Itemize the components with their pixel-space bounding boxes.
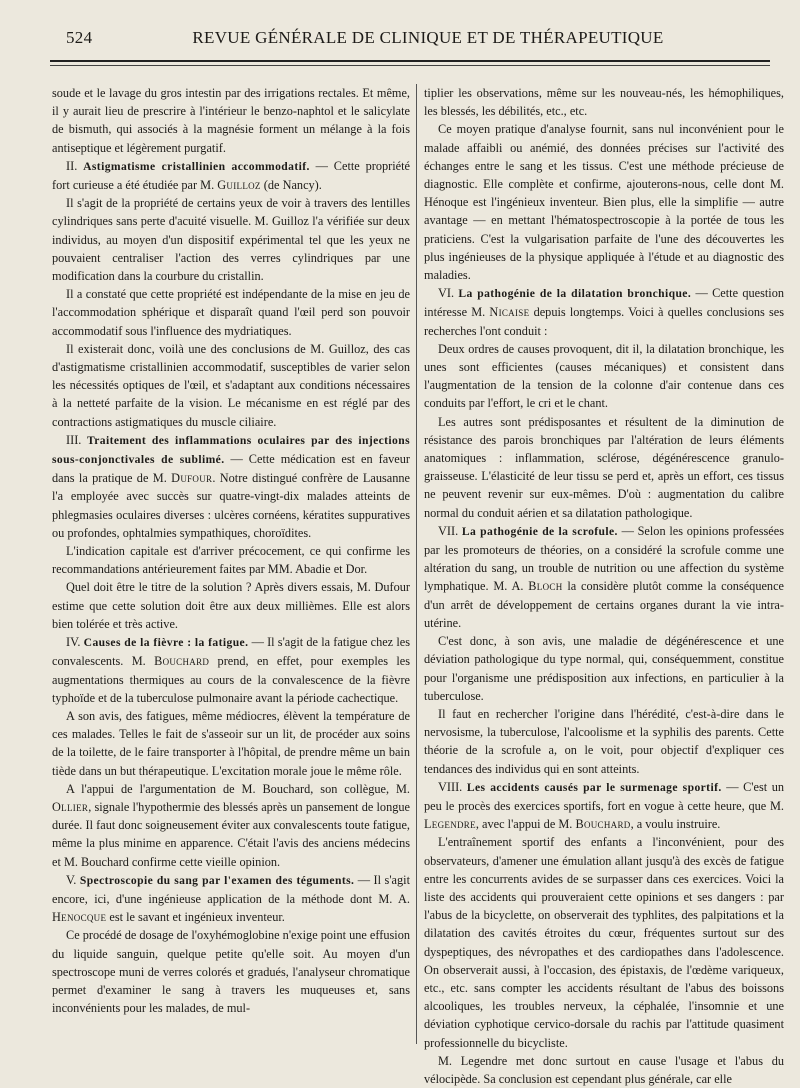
section-number: VI. — [438, 286, 455, 301]
section-text: — Cette propriété fort curieuse a été étudiée par M. — [52, 158, 410, 193]
paragraph-text: , signale l'hypothermie des blessés après un pansement de longue durée. Il faut donc soigneusement éviter aux convalescents toute fatigue, même la plus minime en apparence. C'était l'avis des anciens médecins et M. Bouchard confirme cette vieille opinion. — [52, 799, 410, 869]
section-number: III. — [66, 432, 82, 447]
paragraph: Deux ordres de causes provoquent, dit il, la dilatation bronchique, les unes sont efficientes (causes mécaniques) et consistent dans l'augmentation de la tension de la colonne d'air contenue dans ces conduits par l'effort, le cri et le chant. — [424, 341, 784, 411]
section-text: — Cette question intéresse M. — [424, 286, 784, 320]
section-heading: Traitement des inflammations oculaires par des injections sous-conjonctivales de sublimé. — [52, 433, 411, 467]
section-text: , avec l'appui de M. — [475, 817, 576, 832]
section-number: II. — [66, 158, 78, 173]
section-text: — Cette médication est en faveur dans la pratique de M. — [52, 452, 411, 486]
paragraph: tiplier les observations, même sur les nouveau-nés, les hémophiliques, les blessés, les débilités, etc., etc. — [424, 86, 784, 119]
author-name: Bouchard — [154, 654, 210, 669]
page-number: 524 — [66, 28, 93, 47]
author-name: Bouchard — [575, 817, 631, 832]
section-4 — [52, 633, 410, 707]
section-6 — [424, 284, 784, 340]
section-text: depuis longtemps. Voici à quelles conclusions ses recherches l'ont conduit : — [424, 305, 784, 338]
paragraph: Il s'agit de la propriété de certains yeux de voir à travers des lentilles cylindriques sans perte d'acuité visuelle. M. Guilloz l'a vérifiée sur deux individus, au moyen d'un dispositif expérimental tel que les yeux ne pouvaient centraliser l'action des verres cylindriques par une modification dans la courbure du cristallin. — [52, 196, 410, 284]
section-number: VIII. — [438, 779, 463, 794]
section-3 — [52, 431, 410, 542]
author-name: Nicaise — [489, 305, 530, 320]
section-text: — Il s'agit encore, ici, d'une ingénieuse application de la méthode dont M. A. — [52, 872, 410, 906]
author-name: Guilloz — [217, 178, 261, 193]
author-name: Bloch — [528, 579, 563, 594]
header-rule-thin — [50, 65, 770, 66]
section-7 — [424, 522, 784, 632]
paragraph: Il faut en rechercher l'origine dans l'hérédité, c'est-à-dire dans le nervosisme, la tuberculose, l'alcoolisme et la syphilis des parents. Cette théorie de la scrofule a, on le voit, pour objectif d'expliquer ces tendances des individus qui en sont atteints. — [424, 706, 784, 776]
author-name: Dufour — [171, 471, 213, 486]
section-heading: Astigmatisme cristallinien accommodatif. — [83, 159, 310, 173]
paragraph: soude et le lavage du gros intestin par des irrigations rectales. Et même, il y aurait lieu de prescrire à l'intérieur le benzo-naphtol et le salicylate de bismuth, qui associés à la magnésie forment un mélange à la fois antiseptique et légèrement purgatif. — [52, 86, 410, 155]
section-heading: Causes de la fièvre : la fatigue. — [83, 636, 249, 650]
section-number: VII. — [438, 523, 459, 538]
paragraph: Les autres sont prédisposantes et résultent de la diminution de résistance des parois bronchiques par l'altération de leurs éléments anatomiques : inflammation, sclérose, dégénérescence granulo-graisseuse. L'élasticité de leur tissu se perd et, après un effort, ces tissus ne peuvent revenir sur eux-mêmes. D'où : augmentation du calibre normal du conduit aérien et sa dilatation pathologique. — [424, 414, 784, 520]
section-heading: La pathogénie de la dilatation bronchique. — [458, 287, 692, 301]
paragraph: L'indication capitale est d'arriver précocement, ce qui confirme les recommandations antérieurement faites par MM. Abadie et Dor. — [52, 544, 410, 577]
right-column — [424, 84, 784, 1088]
section-heading: Spectroscopie du sang par l'examen des téguments. — [79, 873, 355, 887]
header-rule-thick — [50, 60, 770, 62]
section-text: , a voulu instruire. — [630, 817, 721, 832]
paragraph: C'est donc, à son avis, une maladie de dégénérescence et une déviation pathologique du type normal, qui, conséquemment, constitue pour l'organisme une prédisposition aux infections, en particulier à la tuberculose. — [424, 634, 784, 703]
section-text: la considère plutôt comme la conséquence d'un arrêt de développement de certains organes durant la vie intra-utérine. — [424, 579, 784, 630]
section-text: . Notre distingué confrère de Lausanne l'a employée avec succès sur quatre-vingt-dix malades atteints de phlegmasies oculaires diverses : ulcères cornéens, kératites suppuratives ou profondes, ophtalmies sympathiques, choroïdites. — [52, 471, 410, 540]
section-text: — Il s'agit de la fatigue chez les convalescents. M. — [52, 635, 410, 669]
paragraph: A son avis, des fatigues, même médiocres, élèvent la température de ces malades. Telles le fait de s'asseoir sur un lit, de procéder aux soins de la toilette, de le faire transporter à l'hôpital, de prendre même un bain tiède dans un but thérapeutique. L'excitation morale joue le même rôle. — [52, 708, 410, 778]
paragraph: Quel doit être le titre de la solution ? Après divers essais, M. Dufour estime que cette solution doit être aux deux millièmes. Elle est alors bien tolérée et très active. — [52, 580, 410, 631]
section-text: — C'est un peu le procès des exercices sportifs, fort en vogue à cette heure, que M. — [424, 779, 785, 813]
paragraph: L'entraînement sportif des enfants a l'inconvénient, pour des observateurs, d'amener une émulation allant jusqu'à des excès de fatigue entre les concurrents avides de se surpasser dans ces exercices. Voici la liste des accidents qui prouveraient cette opinions et ses dangers : par l'abus de la bicyclette, on observerait des typhlites, des palpitations et la dilatation des cavités étroites du cœur, fréquentes surtout sur des dyspeptiques, des névropathes et des cardiopathes dans l'adolescence. On observerait aussi, à l'occasion, des épistaxis, de l'œdème variqueux, etc., etc. sans compter les accidents résultant de l'abus des boissons alcooliques, les troubles nerveux, la céphalée, l'insomnie et une déviation cyphotique cervico-dorsale du rachis par l'attitude quasiment professionnelle du bicycliste. — [424, 835, 784, 1050]
column-divider — [416, 84, 417, 1044]
author-name: Ollier — [52, 799, 89, 814]
paragraph: M. Legendre met donc surtout en cause l'usage et l'abus du vélocipède. Sa conclusion est cependant plus générale, car elle — [424, 1053, 784, 1086]
section-text: (de Nancy). — [260, 178, 322, 193]
author-name: Legendre — [424, 817, 476, 832]
paragraph-text: A l'appui de l'argumentation de M. Bouchard, son collègue, M. — [66, 781, 410, 796]
section-number: IV. — [66, 635, 81, 650]
paragraph: Ce procédé de dosage de l'oxyhémoglobine n'exige point une effusion du liquide sanguin, quelque petite qu'elle soit. Au moyen d'un spectroscope muni de verres colorés et gradués, l'analyseur chromatique permet d'examiner le sang à travers les muqueuses et, sans inconvénients pour les malades, de mul- — [52, 928, 410, 1016]
section-2 — [52, 157, 410, 194]
section-text: — Selon les opinions professées par les promoteurs de théories, on a considéré la scrofule comme une altération du sang, un trouble de nutrition ou une affection du système lymphatique. M. A. — [424, 523, 784, 594]
section-number: V. — [66, 872, 77, 887]
journal-title: REVUE GÉNÉRALE DE CLINIQUE ET DE THÉRAPEUTIQUE — [192, 28, 664, 47]
section-heading: Les accidents causés par le surmenage sportif. — [466, 780, 722, 794]
author-name: Henocque — [52, 910, 107, 925]
section-text: prend, en effet, pour exemples les augmentations thermiques au cours de la convalescence de la fièvre typhoïde et de la tuberculose pulmonaire avant la période cachectique. — [52, 654, 410, 705]
section-text: est le savant et ingénieux inventeur. — [106, 910, 285, 925]
section-5 — [52, 871, 410, 927]
section-heading: La pathogénie de la scrofule. — [461, 524, 618, 538]
paragraph: Ce moyen pratique d'analyse fournit, sans nul inconvénient pour le malade affaibli ou anémié, des données précises sur l'activité des échanges entre le sang et les tissus. C'est une méthode précieuse de diagnostic. Elle complète et confirme, ajouterons-nous, celle dont M. Hénoque est l'ingénieux inventeur. Bien plus, elle la simplifie — autre avantage — en mettant l'hématospectroscopie à la portée de tous les praticiens. C'est la vulgarisation parfaite de l'une des découvertes les plus ingénieuses de la physique appliquée à l'étude et au diagnostic des maladies. — [424, 122, 784, 283]
section-8 — [424, 778, 784, 834]
paragraph — [52, 780, 410, 871]
running-header — [66, 28, 770, 54]
paragraph: Il existerait donc, voilà une des conclusions de M. Guilloz, des cas d'astigmatisme cristallinien accommodatif, susceptibles de varier selon les nécessités optiques de l'œil, et s'adaptant aux conditions nécessaires à la netteté parfaite de la vision. Le mécanisme en est réglé par des contractions astigmatiques du muscle ciliaire. — [52, 341, 410, 429]
left-column — [52, 84, 410, 1017]
paragraph: Il a constaté que cette propriété est indépendante de la mise en jeu de l'accommodation sphérique et disparaît quand l'œil perd son pouvoir accommodatif sous l'influence des mydriatiques. — [52, 287, 410, 338]
